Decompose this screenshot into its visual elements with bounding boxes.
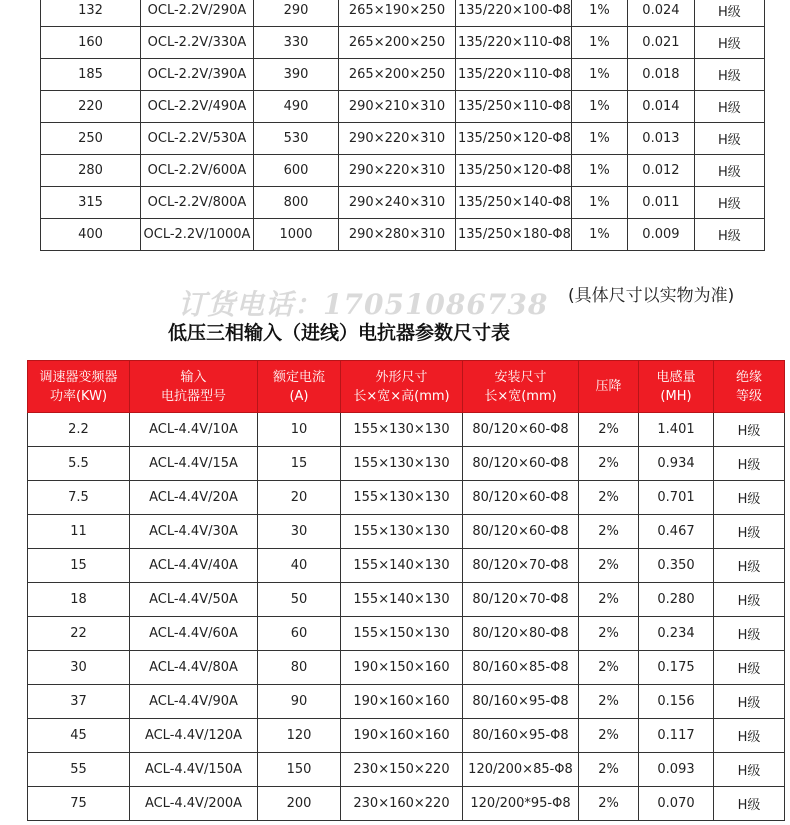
inductance-cell: 0.701 bbox=[639, 481, 714, 515]
dimensions-cell: 290×240×310 bbox=[339, 187, 456, 219]
power-cell: 15 bbox=[28, 549, 130, 583]
table-row bbox=[28, 583, 785, 617]
power-cell: 7.5 bbox=[28, 481, 130, 515]
model-cell: OCL-2.2V/390A bbox=[141, 59, 254, 91]
insulation-cell: H级 bbox=[714, 413, 785, 447]
voltage-drop-cell: 2% bbox=[579, 447, 639, 481]
dimensions-cell: 290×220×310 bbox=[339, 155, 456, 187]
power-cell: 11 bbox=[28, 515, 130, 549]
power-cell: 400 bbox=[41, 219, 141, 251]
current-cell: 1000 bbox=[254, 219, 339, 251]
current-cell: 15 bbox=[258, 447, 341, 481]
model-cell: ACL-4.4V/40A bbox=[130, 549, 258, 583]
dimensions-cell: 190×160×160 bbox=[341, 685, 463, 719]
power-cell: 280 bbox=[41, 155, 141, 187]
mounting-cell: 135/250×140-Φ8 bbox=[456, 187, 572, 219]
inductance-cell: 0.093 bbox=[639, 753, 714, 787]
voltage-drop-cell: 2% bbox=[579, 685, 639, 719]
voltage-drop-cell: 2% bbox=[579, 787, 639, 821]
model-cell: ACL-4.4V/50A bbox=[130, 583, 258, 617]
voltage-drop-cell: 2% bbox=[579, 719, 639, 753]
model-cell: ACL-4.4V/15A bbox=[130, 447, 258, 481]
power-cell: 22 bbox=[28, 617, 130, 651]
dimensions-cell: 290×280×310 bbox=[339, 219, 456, 251]
insulation-cell: H级 bbox=[714, 651, 785, 685]
insulation-cell: H级 bbox=[714, 719, 785, 753]
dimensions-cell: 265×190×250 bbox=[339, 0, 456, 27]
insulation-cell: H级 bbox=[714, 447, 785, 481]
dimensions-cell: 155×140×130 bbox=[341, 583, 463, 617]
column-header-insulation bbox=[714, 361, 785, 413]
model-cell: ACL-4.4V/90A bbox=[130, 685, 258, 719]
inductance-cell: 0.009 bbox=[627, 219, 694, 251]
model-cell: OCL-2.2V/600A bbox=[141, 155, 254, 187]
mounting-cell: 120/200*95-Φ8 bbox=[463, 787, 579, 821]
current-cell: 390 bbox=[254, 59, 339, 91]
inductance-cell: 0.117 bbox=[639, 719, 714, 753]
model-cell: OCL-2.2V/530A bbox=[141, 123, 254, 155]
column-header-current bbox=[258, 361, 341, 413]
upper-table-row bbox=[41, 27, 765, 59]
model-cell: ACL-4.4V/10A bbox=[130, 413, 258, 447]
header-line: (A) bbox=[289, 388, 309, 404]
current-cell: 60 bbox=[258, 617, 341, 651]
insulation-cell: H级 bbox=[694, 155, 764, 187]
table-row bbox=[28, 753, 785, 787]
insulation-cell: H级 bbox=[714, 753, 785, 787]
voltage-drop-cell: 1% bbox=[571, 91, 627, 123]
dimensions-cell: 265×200×250 bbox=[339, 27, 456, 59]
current-cell: 530 bbox=[254, 123, 339, 155]
mounting-cell: 135/250×180-Φ8 bbox=[456, 219, 572, 251]
mounting-cell: 80/120×60-Φ8 bbox=[463, 481, 579, 515]
current-cell: 20 bbox=[258, 481, 341, 515]
mounting-cell: 80/160×85-Φ8 bbox=[463, 651, 579, 685]
power-cell: 2.2 bbox=[28, 413, 130, 447]
voltage-drop-cell: 1% bbox=[571, 27, 627, 59]
power-cell: 160 bbox=[41, 27, 141, 59]
header-line: 电抗器型号 bbox=[160, 388, 226, 404]
insulation-cell: H级 bbox=[694, 59, 764, 91]
mounting-cell: 135/250×120-Φ8 bbox=[456, 155, 572, 187]
reactor-spec-table bbox=[27, 360, 785, 821]
power-cell: 5.5 bbox=[28, 447, 130, 481]
header-line: 输入 bbox=[180, 369, 207, 385]
table-title: 低压三相输入（进线）电抗器参数尺寸表 bbox=[168, 322, 511, 344]
table-header-row bbox=[28, 361, 785, 413]
power-cell: 55 bbox=[28, 753, 130, 787]
voltage-drop-cell: 2% bbox=[579, 583, 639, 617]
inductance-cell: 0.467 bbox=[639, 515, 714, 549]
table-row bbox=[28, 651, 785, 685]
upper-spec-table bbox=[40, 0, 765, 251]
mounting-cell: 80/120×70-Φ8 bbox=[463, 549, 579, 583]
voltage-drop-cell: 2% bbox=[579, 413, 639, 447]
inductance-cell: 0.156 bbox=[639, 685, 714, 719]
insulation-cell: H级 bbox=[694, 91, 764, 123]
dimensions-cell: 230×160×220 bbox=[341, 787, 463, 821]
dimensions-cell: 155×130×130 bbox=[341, 447, 463, 481]
dimensions-cell: 155×150×130 bbox=[341, 617, 463, 651]
column-header-voltage-drop bbox=[579, 361, 639, 413]
header-line: 安装尺寸 bbox=[494, 369, 547, 385]
inductance-cell: 0.011 bbox=[627, 187, 694, 219]
table-row bbox=[28, 617, 785, 651]
upper-table-row bbox=[41, 91, 765, 123]
voltage-drop-cell: 2% bbox=[579, 753, 639, 787]
inductance-cell: 0.175 bbox=[639, 651, 714, 685]
model-cell: ACL-4.4V/60A bbox=[130, 617, 258, 651]
insulation-cell: H级 bbox=[714, 617, 785, 651]
voltage-drop-cell: 1% bbox=[571, 187, 627, 219]
dimensions-cell: 155×140×130 bbox=[341, 549, 463, 583]
mounting-cell: 135/220×110-Φ8 bbox=[456, 59, 572, 91]
model-cell: OCL-2.2V/490A bbox=[141, 91, 254, 123]
current-cell: 200 bbox=[258, 787, 341, 821]
voltage-drop-cell: 2% bbox=[579, 617, 639, 651]
power-cell: 18 bbox=[28, 583, 130, 617]
dimensions-cell: 230×150×220 bbox=[341, 753, 463, 787]
current-cell: 600 bbox=[254, 155, 339, 187]
table-row bbox=[28, 719, 785, 753]
dimensions-cell: 290×210×310 bbox=[339, 91, 456, 123]
inductance-cell: 0.070 bbox=[639, 787, 714, 821]
main-table-body bbox=[28, 413, 785, 821]
upper-table-row bbox=[41, 155, 765, 187]
upper-table-row bbox=[41, 219, 765, 251]
current-cell: 330 bbox=[254, 27, 339, 59]
power-cell: 37 bbox=[28, 685, 130, 719]
mounting-cell: 80/120×60-Φ8 bbox=[463, 515, 579, 549]
inductance-cell: 0.013 bbox=[627, 123, 694, 155]
upper-table-row bbox=[41, 0, 765, 27]
voltage-drop-cell: 2% bbox=[579, 515, 639, 549]
power-cell: 250 bbox=[41, 123, 141, 155]
mounting-cell: 80/160×95-Φ8 bbox=[463, 719, 579, 753]
size-note: (具体尺寸以实物为准) bbox=[568, 286, 735, 306]
mounting-cell: 135/250×120-Φ8 bbox=[456, 123, 572, 155]
dimensions-cell: 290×220×310 bbox=[339, 123, 456, 155]
model-cell: OCL-2.2V/800A bbox=[141, 187, 254, 219]
model-cell: ACL-4.4V/20A bbox=[130, 481, 258, 515]
power-cell: 75 bbox=[28, 787, 130, 821]
header-line: 电感量 bbox=[656, 369, 696, 385]
mounting-cell: 135/220×110-Φ8 bbox=[456, 27, 572, 59]
insulation-cell: H级 bbox=[714, 549, 785, 583]
header-line: 调速器变频器 bbox=[39, 369, 118, 385]
dimensions-cell: 155×130×130 bbox=[341, 515, 463, 549]
model-cell: OCL-2.2V/330A bbox=[141, 27, 254, 59]
insulation-cell: H级 bbox=[714, 515, 785, 549]
model-cell: OCL-2.2V/1000A bbox=[141, 219, 254, 251]
voltage-drop-cell: 1% bbox=[571, 0, 627, 27]
current-cell: 800 bbox=[254, 187, 339, 219]
table-row bbox=[28, 787, 785, 821]
inductance-cell: 0.014 bbox=[627, 91, 694, 123]
inductance-cell: 0.012 bbox=[627, 155, 694, 187]
power-cell: 45 bbox=[28, 719, 130, 753]
column-header-inductance bbox=[639, 361, 714, 413]
header-line: (MH) bbox=[660, 388, 692, 404]
header-line: 等级 bbox=[735, 388, 762, 404]
voltage-drop-cell: 2% bbox=[579, 651, 639, 685]
insulation-cell: H级 bbox=[714, 481, 785, 515]
voltage-drop-cell: 2% bbox=[579, 481, 639, 515]
dimensions-cell: 190×160×160 bbox=[341, 719, 463, 753]
mounting-cell: 80/120×70-Φ8 bbox=[463, 583, 579, 617]
insulation-cell: H级 bbox=[694, 219, 764, 251]
header-line: 额定电流 bbox=[272, 369, 325, 385]
model-cell: ACL-4.4V/200A bbox=[130, 787, 258, 821]
table-row bbox=[28, 515, 785, 549]
current-cell: 290 bbox=[254, 0, 339, 27]
current-cell: 10 bbox=[258, 413, 341, 447]
voltage-drop-cell: 1% bbox=[571, 59, 627, 91]
model-cell: ACL-4.4V/120A bbox=[130, 719, 258, 753]
mounting-cell: 80/120×80-Φ8 bbox=[463, 617, 579, 651]
column-header-mounting bbox=[463, 361, 579, 413]
header-line: 功率(KW) bbox=[49, 388, 108, 404]
power-cell: 315 bbox=[41, 187, 141, 219]
inductance-cell: 0.280 bbox=[639, 583, 714, 617]
model-cell: ACL-4.4V/30A bbox=[130, 515, 258, 549]
upper-table-row bbox=[41, 59, 765, 91]
insulation-cell: H级 bbox=[694, 187, 764, 219]
power-cell: 185 bbox=[41, 59, 141, 91]
current-cell: 150 bbox=[258, 753, 341, 787]
current-cell: 30 bbox=[258, 515, 341, 549]
power-cell: 132 bbox=[41, 0, 141, 27]
dimensions-cell: 190×150×160 bbox=[341, 651, 463, 685]
dimensions-cell: 155×130×130 bbox=[341, 481, 463, 515]
header-line: 压降 bbox=[595, 379, 622, 394]
current-cell: 120 bbox=[258, 719, 341, 753]
model-cell: ACL-4.4V/150A bbox=[130, 753, 258, 787]
inductance-cell: 0.350 bbox=[639, 549, 714, 583]
table-row bbox=[28, 447, 785, 481]
phone-watermark: 订货电话：17051086738 bbox=[178, 288, 549, 321]
inductance-cell: 0.018 bbox=[627, 59, 694, 91]
current-cell: 40 bbox=[258, 549, 341, 583]
insulation-cell: H级 bbox=[714, 787, 785, 821]
mounting-cell: 135/250×110-Φ8 bbox=[456, 91, 572, 123]
current-cell: 90 bbox=[258, 685, 341, 719]
column-header-model bbox=[130, 361, 258, 413]
model-cell: ACL-4.4V/80A bbox=[130, 651, 258, 685]
header-line: 绝缘 bbox=[735, 369, 762, 385]
table-row bbox=[28, 413, 785, 447]
dimensions-cell: 155×130×130 bbox=[341, 413, 463, 447]
table-row bbox=[28, 549, 785, 583]
mounting-cell: 120/200×85-Φ8 bbox=[463, 753, 579, 787]
current-cell: 490 bbox=[254, 91, 339, 123]
column-header-dimensions bbox=[341, 361, 463, 413]
inductance-cell: 0.234 bbox=[639, 617, 714, 651]
insulation-cell: H级 bbox=[694, 0, 764, 27]
header-line: 长×宽×高(mm) bbox=[353, 388, 450, 404]
inductance-cell: 1.401 bbox=[639, 413, 714, 447]
voltage-drop-cell: 1% bbox=[571, 155, 627, 187]
mounting-cell: 80/120×60-Φ8 bbox=[463, 413, 579, 447]
insulation-cell: H级 bbox=[694, 27, 764, 59]
current-cell: 50 bbox=[258, 583, 341, 617]
voltage-drop-cell: 1% bbox=[571, 123, 627, 155]
mounting-cell: 135/220×100-Φ8 bbox=[456, 0, 572, 27]
column-header-power bbox=[28, 361, 130, 413]
upper-table-body bbox=[41, 0, 765, 251]
insulation-cell: H级 bbox=[714, 583, 785, 617]
voltage-drop-cell: 2% bbox=[579, 549, 639, 583]
insulation-cell: H级 bbox=[714, 685, 785, 719]
power-cell: 30 bbox=[28, 651, 130, 685]
table-row bbox=[28, 481, 785, 515]
mounting-cell: 80/120×60-Φ8 bbox=[463, 447, 579, 481]
model-cell: OCL-2.2V/290A bbox=[141, 0, 254, 27]
voltage-drop-cell: 1% bbox=[571, 219, 627, 251]
upper-table-row bbox=[41, 123, 765, 155]
dimensions-cell: 265×200×250 bbox=[339, 59, 456, 91]
table-row bbox=[28, 685, 785, 719]
insulation-cell: H级 bbox=[694, 123, 764, 155]
power-cell: 220 bbox=[41, 91, 141, 123]
header-line: 长×宽(mm) bbox=[484, 388, 557, 404]
inductance-cell: 0.021 bbox=[627, 27, 694, 59]
current-cell: 80 bbox=[258, 651, 341, 685]
inductance-cell: 0.024 bbox=[627, 0, 694, 27]
mounting-cell: 80/160×95-Φ8 bbox=[463, 685, 579, 719]
header-line: 外形尺寸 bbox=[375, 369, 428, 385]
upper-table-row bbox=[41, 187, 765, 219]
inductance-cell: 0.934 bbox=[639, 447, 714, 481]
